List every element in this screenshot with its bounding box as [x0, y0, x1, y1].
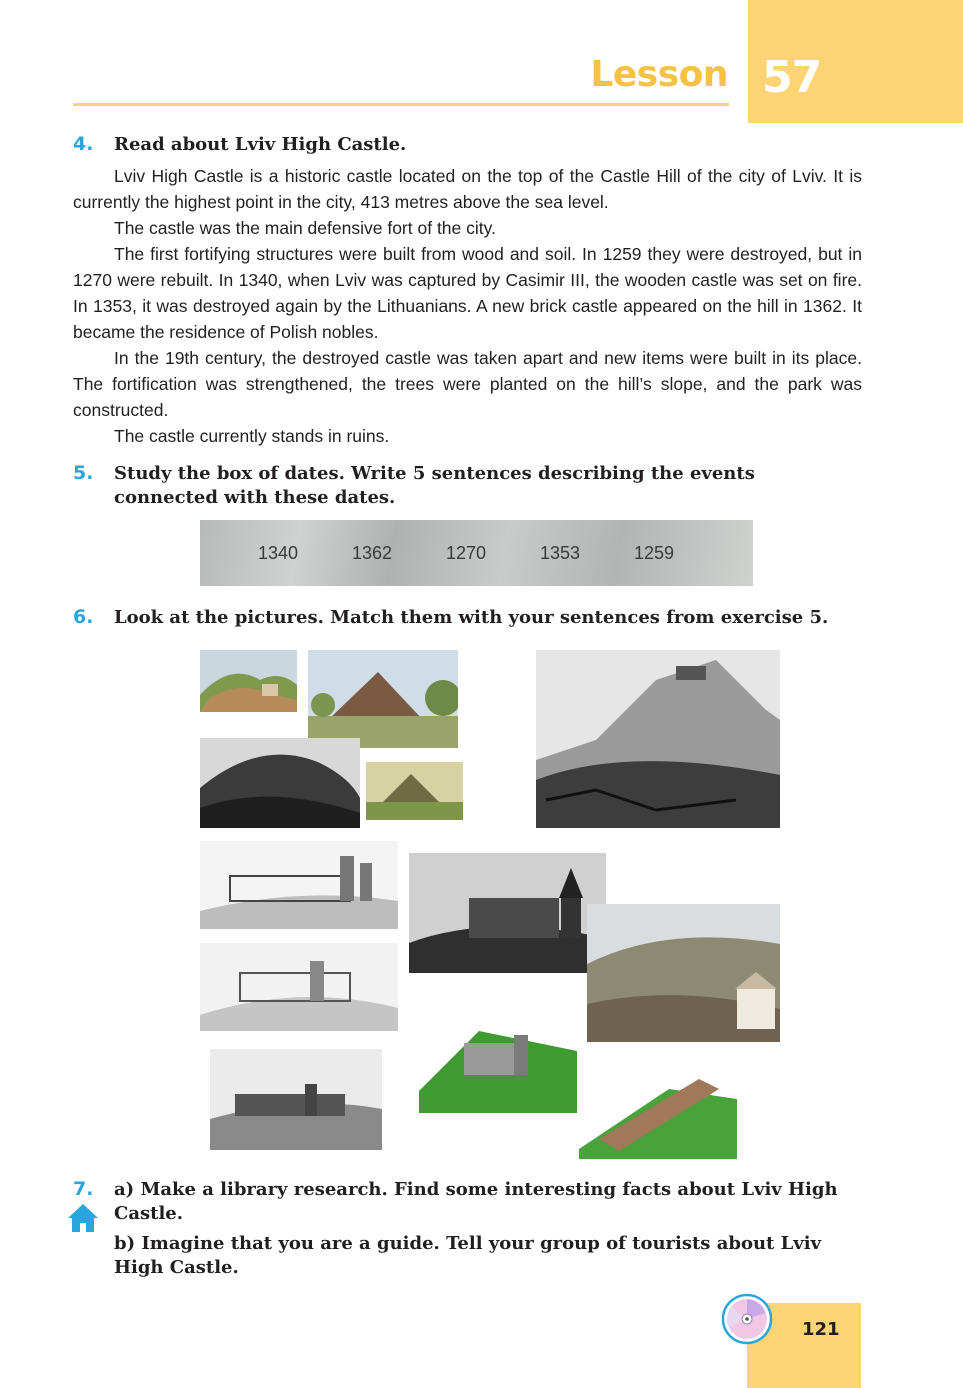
exercise-5-number: 5.	[73, 462, 94, 484]
exercise-7-task-a: a) Make a library research. Find some interesting facts about Lviv High Castle.	[114, 1179, 838, 1224]
exercise-5-title: Study the box of dates. Write 5 sentences describing the events connected with these dates.	[114, 463, 755, 508]
disc-icon	[721, 1293, 773, 1345]
lesson-label: Lesson	[590, 54, 728, 95]
painting-city-view	[587, 904, 780, 1042]
exercise-4-title: Read about Lviv High Castle.	[114, 134, 407, 155]
engraving-castle-towers	[409, 853, 606, 973]
paragraph: The castle currently stands in ruins.	[114, 426, 390, 446]
paragraph: The first fortifying structures were built from wood and soil. In 1259 they were destroyed, but in 1270 were rebuilt. In 1340, when Lviv was captured by Casimir III, the wooden castle was set on fire. In 1353, it was destroyed again by the Lithuanians. A new brick castle appeared on the hill in 1362. It became the residence of Polish nobles.	[73, 244, 862, 342]
exercise-4-text	[73, 163, 862, 449]
postcard-mound	[366, 762, 463, 820]
date-item: 1270	[446, 542, 487, 563]
date-item: 1340	[258, 542, 299, 563]
painting-mound-colour	[308, 650, 458, 748]
exercise-6-number: 6.	[73, 606, 94, 628]
exercise-4-number: 4.	[73, 133, 94, 155]
engraving-castle-hill	[536, 650, 780, 828]
date-item: 1259	[634, 542, 675, 563]
lesson-number: 57	[762, 52, 822, 103]
date-item: 1362	[352, 542, 393, 563]
page-number: 121	[802, 1319, 840, 1340]
sketch-castle-1	[200, 841, 398, 929]
lesson-number-box	[748, 0, 963, 123]
exercise-6-title: Look at the pictures. Match them with your sentences from exercise 5.	[114, 607, 829, 628]
paragraph: In the 19th century, the destroyed castle was taken apart and new items were built in its place. The fortification was strengthened, the trees were planted on the hill’s slope, and the park was constructed.	[73, 348, 862, 420]
paragraph: Lviv High Castle is a historic castle located on the top of the Castle Hill of the city of Lviv. It is currently the highest point in the city, 413 metres above the sea level.	[73, 166, 862, 212]
sketch-castle-2	[200, 943, 398, 1031]
drawing-castle-ruins	[210, 1049, 382, 1150]
home-icon	[66, 1202, 100, 1234]
exercise-7-task-b: b) Imagine that you are a guide. Tell your group of tourists about Lviv High Castle.	[114, 1233, 822, 1278]
header-rule	[73, 103, 729, 106]
drawing-hill-bw	[200, 738, 360, 828]
paragraph: The castle was the main defensive fort of the city.	[114, 218, 496, 238]
model-castle-3d-2	[579, 1059, 737, 1159]
date-item: 1353	[540, 542, 581, 563]
dates-box	[200, 520, 753, 586]
model-castle-3d-1	[419, 1011, 577, 1113]
exercise-7-number: 7.	[73, 1178, 94, 1200]
painting-hill-colour	[200, 650, 297, 712]
